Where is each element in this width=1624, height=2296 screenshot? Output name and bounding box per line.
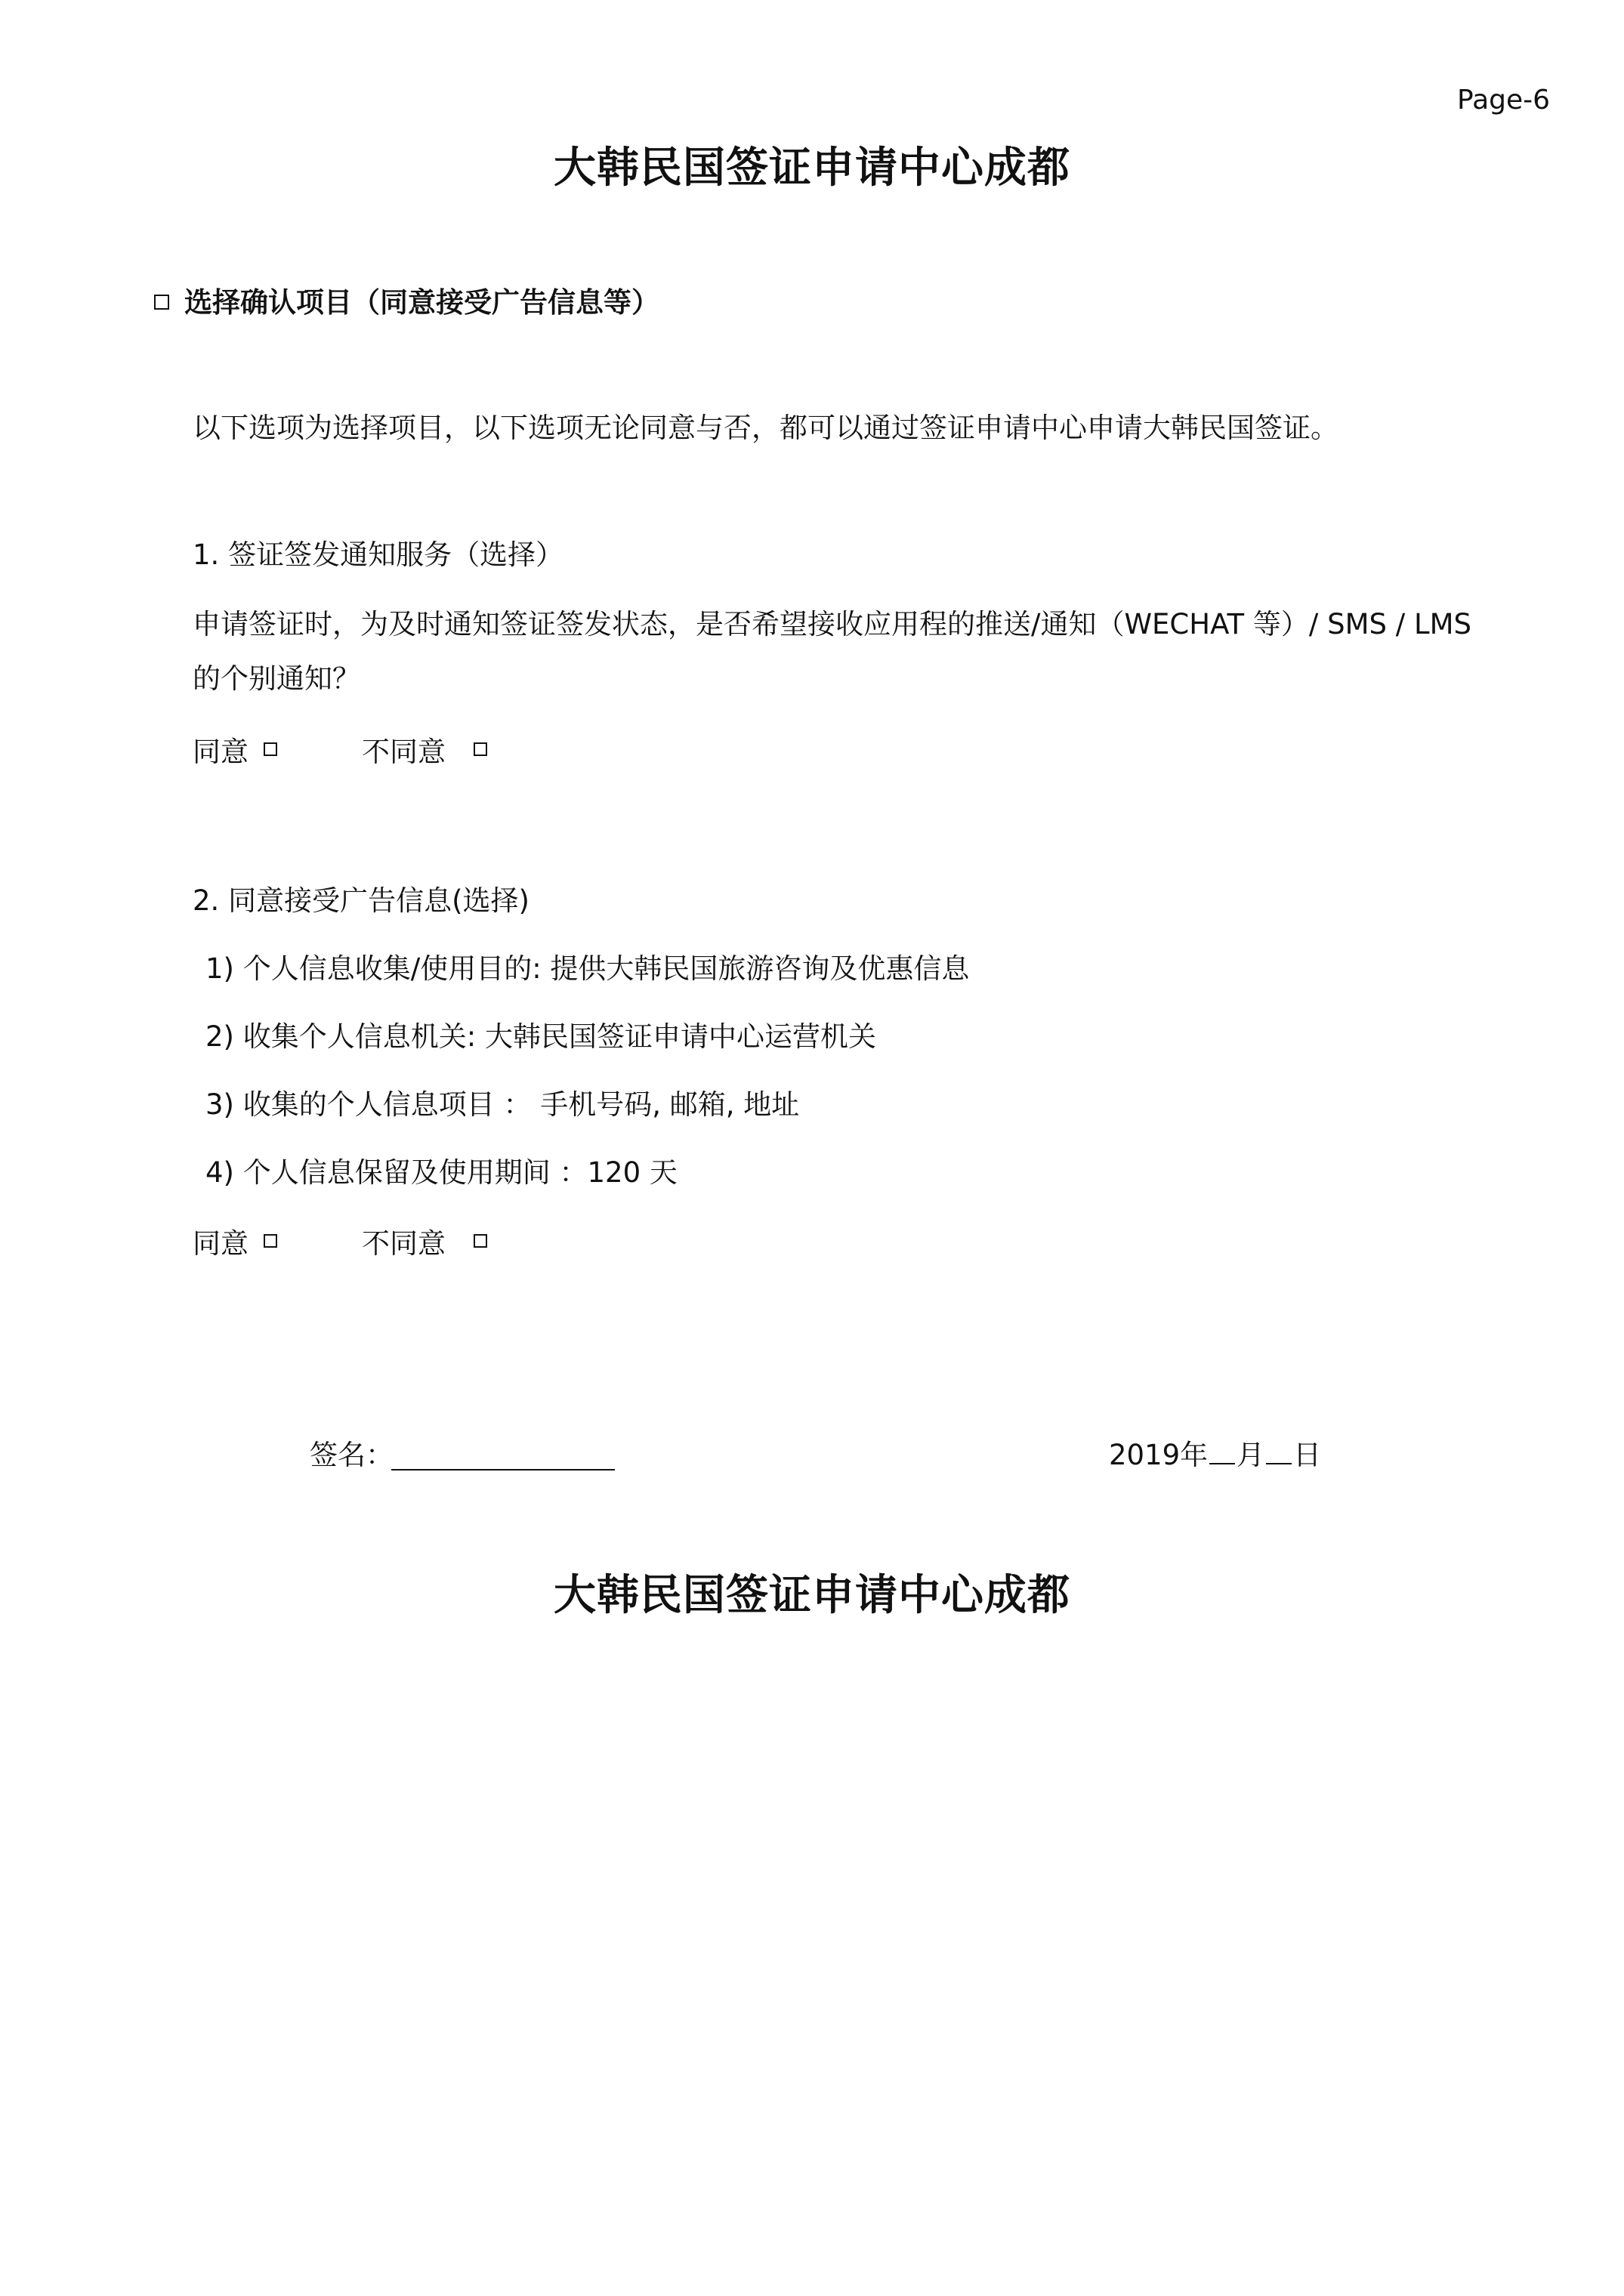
section-heading: 选择确认项目（同意接受广告信息等） <box>184 286 659 319</box>
item1-heading: 1. 签证签发通知服务（选择） <box>193 539 564 571</box>
item2-agree-label: 同意 <box>193 1227 249 1260</box>
item1-disagree-checkbox[interactable] <box>474 742 487 756</box>
square-bullet-icon <box>154 295 169 310</box>
item1-disagree-label: 不同意 <box>362 736 446 768</box>
month-blank[interactable] <box>1209 1439 1235 1464</box>
page-number: Page-6 <box>1457 85 1551 116</box>
item1-consent-row <box>193 729 495 767</box>
intro-text: 以下选项为选择项目，以下选项无论同意与否，都可以通过签证申请中心申请大韩民国签证。 <box>193 412 1338 444</box>
date-month-label: 月 <box>1237 1439 1265 1471</box>
date-year: 2019年 <box>1109 1439 1209 1471</box>
signature-line[interactable] <box>391 1469 615 1470</box>
item1-agree-checkbox[interactable] <box>264 742 277 756</box>
item2-disagree-label: 不同意 <box>362 1227 446 1260</box>
item2-agree-checkbox[interactable] <box>264 1234 277 1248</box>
item2-consent-row <box>193 1221 495 1258</box>
item2-heading: 2. 同意接受广告信息(选择) <box>193 884 529 917</box>
item1-question-line1: 申请签证时，为及时通知签证签发状态，是否希望接收应用程的推送/通知（WECHAT 等）/ SMS / LMS <box>193 608 1472 640</box>
date-field <box>1109 1432 1321 1473</box>
item2-sub-item: 3) 收集的个人信息项目 ： 手机号码, 邮箱, 地址 <box>205 1088 800 1121</box>
date-day-label: 日 <box>1293 1439 1322 1471</box>
signature-label: 签名： <box>310 1439 394 1471</box>
page-title: 大韩民国签证申请中心成都 <box>554 144 1070 193</box>
item2-sub-item: 1) 个人信息收集/使用目的: 提供大韩民国旅游咨询及优惠信息 <box>205 952 970 985</box>
item2-disagree-checkbox[interactable] <box>474 1234 487 1248</box>
item2-sub-item: 4) 个人信息保留及使用期间 ：120 天 <box>205 1156 678 1189</box>
item1-question-line2: 的个别通知？ <box>193 662 360 695</box>
item1-agree-label: 同意 <box>193 736 249 768</box>
item2-sub-item: 2) 收集个人信息机关: 大韩民国签证申请中心运营机关 <box>205 1020 876 1053</box>
day-blank[interactable] <box>1266 1439 1292 1464</box>
footer-title: 大韩民国签证申请中心成都 <box>554 1571 1070 1620</box>
section-heading-row <box>154 279 659 320</box>
